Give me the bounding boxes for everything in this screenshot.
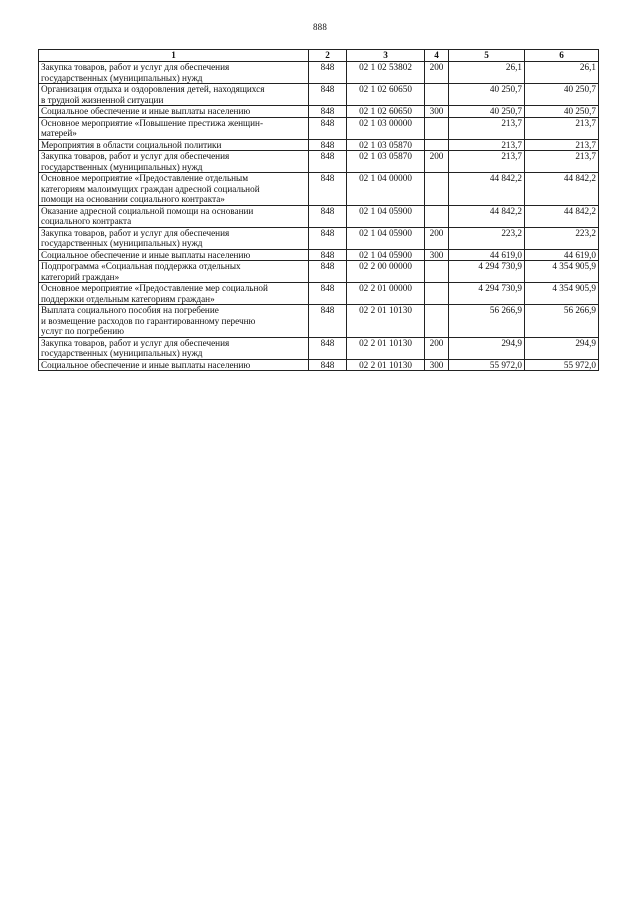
table-row [39,249,599,261]
cell-name: Закупка товаров, работ и услуг для обеспечения государственных (муниципальных) нужд [39,151,309,173]
cell-amount-col5: 40 250,7 [449,106,525,118]
cell-name: Выплата социального пособия на погребение и возмещение расходов по гарантированному перечню услуг по погребению [39,305,309,338]
table-row [39,139,599,151]
cell-name: Закупка товаров, работ и услуг для обеспечения государственных (муниципальных) нужд [39,62,309,84]
column-header-3: 3 [347,50,425,62]
cell-target-code: 02 2 01 10130 [347,305,425,338]
cell-target-code: 02 1 04 00000 [347,173,425,206]
cell-amount-col5: 44 842,2 [449,173,525,206]
cell-name: Закупка товаров, работ и услуг для обеспечения государственных (муниципальных) нужд [39,337,309,359]
cell-amount-col6: 26,1 [525,62,599,84]
cell-expense-type: 200 [425,62,449,84]
cell-ministry-code: 848 [309,139,347,151]
cell-target-code: 02 1 04 05900 [347,249,425,261]
cell-target-code: 02 1 04 05900 [347,205,425,227]
cell-amount-col6: 44 619,0 [525,249,599,261]
cell-expense-type [425,139,449,151]
cell-amount-col5: 56 266,9 [449,305,525,338]
cell-ministry-code: 848 [309,173,347,206]
cell-name: Организация отдыха и оздоровления детей, находящихся в трудной жизненной ситуации [39,84,309,106]
cell-ministry-code: 848 [309,283,347,305]
cell-expense-type [425,283,449,305]
cell-amount-col6: 56 266,9 [525,305,599,338]
column-header-1: 1 [39,50,309,62]
cell-expense-type [425,261,449,283]
cell-expense-type [425,117,449,139]
cell-ministry-code: 848 [309,305,347,338]
cell-amount-col6: 40 250,7 [525,106,599,118]
cell-name: Основное мероприятие «Предоставление отдельным категориям малоимущих граждан адресной социальной помощи на основании социального контракта» [39,173,309,206]
table-row [39,117,599,139]
cell-target-code: 02 1 03 00000 [347,117,425,139]
cell-amount-col6: 4 354 905,9 [525,261,599,283]
cell-ministry-code: 848 [309,205,347,227]
cell-name: Основное мероприятие «Предоставление мер социальной поддержки отдельным категориям граждан» [39,283,309,305]
cell-target-code: 02 2 00 00000 [347,261,425,283]
cell-ministry-code: 848 [309,261,347,283]
cell-ministry-code: 848 [309,151,347,173]
cell-amount-col5: 4 294 730,9 [449,261,525,283]
cell-ministry-code: 848 [309,62,347,84]
cell-expense-type [425,173,449,206]
cell-name: Оказание адресной социальной помощи на основании социального контракта [39,205,309,227]
cell-expense-type: 300 [425,249,449,261]
cell-expense-type: 200 [425,151,449,173]
cell-amount-col6: 213,7 [525,151,599,173]
table-row [39,337,599,359]
table-row [39,359,599,371]
table-row [39,173,599,206]
cell-name: Социальное обеспечение и иные выплаты населению [39,359,309,371]
cell-target-code: 02 1 03 05870 [347,139,425,151]
table-body [39,62,599,371]
cell-ministry-code: 848 [309,249,347,261]
cell-expense-type: 300 [425,359,449,371]
cell-ministry-code: 848 [309,117,347,139]
cell-target-code: 02 2 01 10130 [347,337,425,359]
cell-name: Подпрограмма «Социальная поддержка отдельных категорий граждан» [39,261,309,283]
cell-expense-type [425,205,449,227]
cell-name: Социальное обеспечение и иные выплаты населению [39,249,309,261]
cell-amount-col5: 223,2 [449,227,525,249]
cell-expense-type: 300 [425,106,449,118]
table-row [39,106,599,118]
cell-expense-type [425,305,449,338]
table-row [39,305,599,338]
cell-amount-col5: 213,7 [449,151,525,173]
cell-ministry-code: 848 [309,84,347,106]
cell-ministry-code: 848 [309,337,347,359]
cell-amount-col6: 40 250,7 [525,84,599,106]
cell-target-code: 02 1 02 60650 [347,106,425,118]
cell-amount-col6: 4 354 905,9 [525,283,599,305]
cell-target-code: 02 1 02 60650 [347,84,425,106]
table-row [39,205,599,227]
column-header-4: 4 [425,50,449,62]
cell-name: Мероприятия в области социальной политики [39,139,309,151]
column-header-2: 2 [309,50,347,62]
cell-amount-col6: 44 842,2 [525,205,599,227]
cell-amount-col5: 294,9 [449,337,525,359]
cell-amount-col6: 294,9 [525,337,599,359]
table-row [39,283,599,305]
cell-amount-col5: 44 619,0 [449,249,525,261]
column-header-6: 6 [525,50,599,62]
cell-target-code: 02 1 04 05900 [347,227,425,249]
cell-amount-col6: 55 972,0 [525,359,599,371]
cell-amount-col5: 55 972,0 [449,359,525,371]
cell-amount-col5: 26,1 [449,62,525,84]
table-row [39,62,599,84]
column-header-5: 5 [449,50,525,62]
cell-expense-type [425,84,449,106]
cell-expense-type: 200 [425,337,449,359]
cell-target-code: 02 2 01 00000 [347,283,425,305]
table-row [39,227,599,249]
cell-amount-col5: 4 294 730,9 [449,283,525,305]
header-row [39,50,599,62]
cell-ministry-code: 848 [309,227,347,249]
budget-table [38,49,599,371]
table-row [39,84,599,106]
cell-amount-col6: 213,7 [525,117,599,139]
cell-name: Закупка товаров, работ и услуг для обеспечения государственных (муниципальных) нужд [39,227,309,249]
cell-ministry-code: 848 [309,359,347,371]
cell-amount-col5: 213,7 [449,139,525,151]
cell-amount-col5: 40 250,7 [449,84,525,106]
cell-target-code: 02 2 01 10130 [347,359,425,371]
cell-amount-col6: 223,2 [525,227,599,249]
cell-amount-col6: 44 842,2 [525,173,599,206]
cell-name: Социальное обеспечение и иные выплаты населению [39,106,309,118]
cell-amount-col6: 213,7 [525,139,599,151]
cell-target-code: 02 1 02 53802 [347,62,425,84]
table-row [39,261,599,283]
table-header [39,50,599,62]
cell-amount-col5: 44 842,2 [449,205,525,227]
cell-amount-col5: 213,7 [449,117,525,139]
page-number: 888 [312,22,328,32]
table-row [39,151,599,173]
cell-expense-type: 200 [425,227,449,249]
cell-target-code: 02 1 03 05870 [347,151,425,173]
cell-ministry-code: 848 [309,106,347,118]
cell-name: Основное мероприятие «Повышение престижа женщин- матерей» [39,117,309,139]
